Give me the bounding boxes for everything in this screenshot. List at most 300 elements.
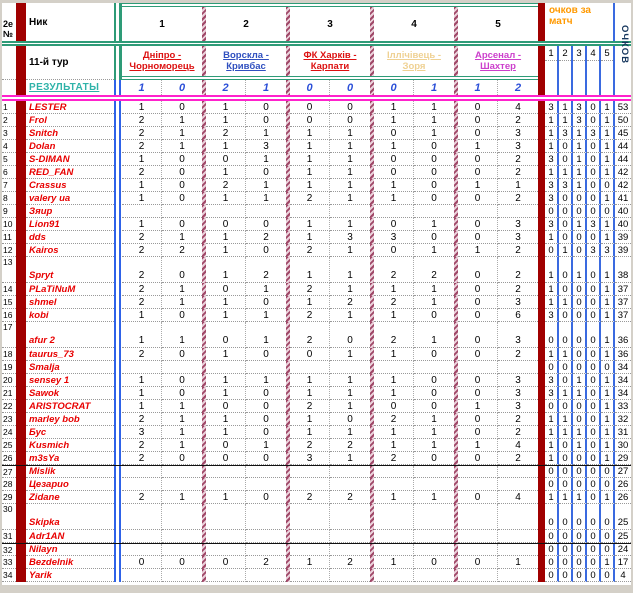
match-points-cell: 0 [559,374,573,387]
player-nick-cell [26,140,114,153]
prediction-league-table [2,3,631,585]
row-number: 20 [2,374,16,387]
total-points-cell: 44 [615,140,631,153]
prediction-cell: 2 [290,283,330,296]
player-row-7 [2,179,631,192]
prediction-cell: 1 [374,426,414,439]
mid-red-bar [538,491,545,504]
prediction-cell: 0 [458,192,498,205]
left-red-bar [16,426,26,439]
nick-column-header: Ник [29,16,48,28]
left-red-bar [16,322,26,348]
blue-vertical-line [114,413,122,426]
match-points-cell: 1 [545,439,559,452]
row-number: 19 [2,361,16,374]
prediction-cell [330,466,370,478]
prediction-cell: 1 [246,192,286,205]
prediction-cell [246,504,286,530]
match-points-cell: 1 [545,231,559,244]
player-nick-cell [26,166,114,179]
total-points-label-text: ОЧКОВ [619,24,631,64]
match-points-cell: 0 [587,504,601,530]
match-points-cell: 0 [587,426,601,439]
prediction-cell: 0 [458,452,498,465]
match-numbers-strip [122,3,538,41]
match-1-team-link[interactable]: Дніпро - Чорноморець [129,50,195,72]
prediction-cell [498,478,538,491]
match-points-cell: 0 [559,231,573,244]
row-number: 10 [2,218,16,231]
player-nickname: Adr1AN [29,530,65,542]
row-number: 29 [2,491,16,504]
prediction-cell: 2 [122,140,162,153]
result-cell: 1 [122,80,162,95]
player-row-11 [2,231,631,244]
blue-vertical-line [114,569,122,582]
prediction-cell: 0 [458,322,498,348]
prediction-cell: 0 [458,491,498,504]
blue-vertical-line [114,400,122,413]
prediction-cell [206,569,246,582]
player-row-34 [2,569,631,582]
player-nick-cell [26,452,114,465]
prediction-cell [122,205,162,218]
match-points-cell: 0 [587,413,601,426]
mid-red-bar [538,452,545,465]
player-nickname: taurus_73 [29,348,74,360]
row-number: 24 [2,426,16,439]
prediction-cell: 1 [122,322,162,348]
num-column-space [2,46,16,80]
green-vertical-line [114,46,122,80]
prediction-cell: 1 [374,192,414,205]
prediction-cell: 1 [206,244,246,257]
prediction-cell: 2 [414,257,454,283]
total-points-cell: 17 [615,556,631,569]
prediction-cell: 1 [206,257,246,283]
prediction-cell: 1 [458,140,498,153]
player-nick-cell [26,556,114,569]
match-points-cell: 0 [601,504,615,530]
prediction-cell: 0 [246,491,286,504]
team-names-strip [122,46,538,80]
player-nick-cell [26,257,114,283]
prediction-cell: 0 [290,101,330,114]
prediction-cell [374,361,414,374]
match-points-cell: 1 [545,348,559,361]
prediction-cell: 0 [162,374,202,387]
match-points-cell: 0 [559,556,573,569]
player-nickname: Цезарио [29,478,69,490]
total-points-cell: 34 [615,387,631,400]
prediction-cell: 2 [290,400,330,413]
prediction-cell: 0 [330,114,370,127]
total-points-cell: 26 [615,478,631,491]
match-points-cell: 1 [601,426,615,439]
match-4-number: 4 [411,18,417,30]
prediction-cell: 2 [330,296,370,309]
prediction-cell: 2 [498,413,538,426]
player-nickname: Snitch [29,127,59,139]
match-points-cell: 0 [559,192,573,205]
prediction-cell: 0 [162,179,202,192]
prediction-cell: 3 [498,387,538,400]
match-points-cell: 0 [601,466,615,478]
prediction-cell [414,544,454,556]
player-nickname: Mislik [29,466,56,477]
row-number: 11 [2,231,16,244]
points-col-space [573,80,587,95]
row-number: 7 [2,179,16,192]
prediction-cell [374,478,414,491]
corner-line1: 2е [3,19,14,29]
prediction-cell [206,205,246,218]
match-points-cell: 1 [601,439,615,452]
prediction-cell [414,569,454,582]
result-cell: 0 [290,80,330,95]
match-points-cell: 1 [545,296,559,309]
row-number: 16 [2,309,16,322]
result-cell: 0 [374,80,414,95]
match-2-team-link[interactable]: Ворскла - Кривбас [223,50,269,72]
prediction-cell: 0 [206,283,246,296]
prediction-cell [162,205,202,218]
prediction-cell: 0 [206,556,246,569]
prediction-cell [206,466,246,478]
match-points-cell: 1 [601,231,615,244]
prediction-cell: 0 [414,153,454,166]
points-col-space [559,80,573,95]
prediction-cell: 1 [162,491,202,504]
total-points-cell: 40 [615,218,631,231]
blue-vertical-line [114,387,122,400]
player-row-32 [2,543,631,556]
prediction-cell [246,361,286,374]
points-col-header-text: 3 [573,46,585,61]
prediction-cell [330,504,370,530]
match-points-cell: 1 [601,283,615,296]
left-red-bar [16,296,26,309]
total-points-cell: 39 [615,231,631,244]
player-row-21 [2,387,631,400]
match-points-cell: 0 [587,478,601,491]
prediction-cell: 1 [206,309,246,322]
blue-vertical-line [114,361,122,374]
green-vertical-line [114,3,122,41]
prediction-cell: 2 [122,231,162,244]
prediction-cell: 0 [458,231,498,244]
left-red-bar [16,569,26,582]
prediction-cell [330,205,370,218]
match-points-cell: 0 [559,322,573,348]
points-col-header-text: 4 [587,46,599,61]
player-nick-cell [26,205,114,218]
prediction-cell: 0 [458,101,498,114]
prediction-cell: 2 [498,452,538,465]
prediction-cell [246,478,286,491]
row-number: 14 [2,283,16,296]
prediction-cell: 1 [162,231,202,244]
result-cell: 1 [430,81,438,94]
prediction-cell [122,544,162,556]
match-points-cell: 0 [545,556,559,569]
row-number: 2 [2,114,16,127]
prediction-cell: 0 [458,166,498,179]
player-row-16 [2,309,631,322]
player-nick-cell [26,218,114,231]
prediction-cell [414,504,454,530]
prediction-cell: 1 [374,556,414,569]
results-values-strip [122,80,538,95]
player-nickname: sensey 1 [29,374,70,386]
row-number: 30 [2,504,16,530]
prediction-cell: 1 [206,491,246,504]
player-nickname: Frol [29,114,47,126]
match-points-cell: 0 [573,569,587,582]
match-points-cell: 1 [573,439,587,452]
player-nickname: ARISTOCRAT [29,400,91,412]
prediction-cell [162,478,202,491]
player-nickname: valery ua [29,192,71,204]
player-row-31 [2,530,631,543]
prediction-cell: 2 [290,244,330,257]
prediction-cell: 0 [206,400,246,413]
row-number: 23 [2,413,16,426]
total-points-label [617,8,631,80]
prediction-cell: 1 [122,101,162,114]
blue-vertical-line [114,179,122,192]
player-row-22 [2,400,631,413]
match-points-cell: 1 [545,166,559,179]
player-nick-cell [26,283,114,296]
player-nick-cell [26,231,114,244]
prediction-cell: 0 [206,322,246,348]
prediction-cell: 0 [162,101,202,114]
match-points-cell: 0 [573,283,587,296]
match-5-team-link[interactable]: Арсенал - Шахтер [474,50,522,72]
match-5-number: 5 [495,18,501,30]
total-points-cell: 53 [615,101,631,114]
blue-vertical-line [114,426,122,439]
player-row-17 [2,322,631,348]
match-points-cell: 1 [559,491,573,504]
left-red-bar [16,283,26,296]
match-points-cell: 0 [559,361,573,374]
prediction-cell [330,478,370,491]
prediction-cell: 1 [330,348,370,361]
left-red-bar [16,205,26,218]
prediction-cell: 1 [290,413,330,426]
left-red-bar [16,257,26,283]
total-points-cell: 33 [615,400,631,413]
blue-vertical-line [114,544,122,556]
match-points-cell: 1 [573,257,587,283]
match-4-team-link[interactable]: Іллічівець - Зоря [387,50,441,72]
prediction-cell [122,569,162,582]
prediction-cell: 1 [206,413,246,426]
player-nickname: Crassus [29,179,67,191]
blue-vertical-line [114,244,122,257]
result-cell: 1 [458,80,498,95]
player-row-29 [2,491,631,504]
row-number: 17 [2,322,16,348]
prediction-cell: 1 [290,127,330,140]
mid-red-bar [538,257,545,283]
row-number: 32 [2,544,16,556]
row-number: 8 [2,192,16,205]
prediction-cell: 1 [414,413,454,426]
prediction-cell [162,466,202,478]
prediction-cell: 0 [246,413,286,426]
player-nick-cell [26,361,114,374]
match-points-cell: 1 [573,140,587,153]
prediction-cell: 0 [162,348,202,361]
blue-vertical-line [114,166,122,179]
row-number: 21 [2,387,16,400]
prediction-cell [414,361,454,374]
match-points-cell: 0 [601,478,615,491]
match-points-cell: 0 [559,530,573,543]
match-points-cell: 0 [587,466,601,478]
player-nick-cell [26,400,114,413]
prediction-cell: 1 [290,166,330,179]
player-nickname: Skipka [29,517,60,528]
left-red-bar [16,504,26,530]
prediction-cell: 1 [206,296,246,309]
header-row-matches [2,3,631,41]
prediction-cell [246,530,286,543]
prediction-cell: 1 [330,166,370,179]
row-number: 13 [2,257,16,283]
prediction-cell: 2 [206,127,246,140]
player-nickname: afur 2 [29,335,55,346]
match-points-cell: 1 [601,140,615,153]
match-points-cell: 0 [587,530,601,543]
match-points-cell: 0 [573,556,587,569]
total-points-cell: 42 [615,179,631,192]
mid-red-bar [538,179,545,192]
match-points-cell: 0 [545,244,559,257]
prediction-cell [162,361,202,374]
match-points-cell: 1 [573,387,587,400]
row-number: 18 [2,348,16,361]
prediction-cell: 0 [206,153,246,166]
left-red-bar [16,530,26,543]
match-points-cell: 0 [573,244,587,257]
match-points-cell: 1 [601,452,615,465]
prediction-cell [246,466,286,478]
points-col-header [601,46,615,80]
match-points-cell: 0 [573,296,587,309]
total-column-space [615,80,631,95]
prediction-cell: 2 [374,322,414,348]
result-cell: 0 [346,81,354,94]
match-points-cell: 0 [545,205,559,218]
match-points-cell: 0 [587,101,601,114]
prediction-cell: 2 [246,231,286,244]
row-number: 34 [2,569,16,582]
match-3-team-link[interactable]: ФК Харків - Карпати [303,50,357,72]
prediction-cell [122,478,162,491]
prediction-cell [330,530,370,543]
match-points-cell: 0 [559,478,573,491]
match-points-cell: 0 [573,205,587,218]
blue-vertical-line [114,466,122,478]
prediction-cell: 0 [330,322,370,348]
player-nickname: Зяир [29,205,53,217]
prediction-cell [458,544,498,556]
prediction-cell [290,478,330,491]
mid-red-bar [538,478,545,491]
left-red-bar [16,218,26,231]
match-points-cell: 3 [559,179,573,192]
points-col-header [573,46,587,80]
prediction-cell: 2 [374,296,414,309]
total-points-cell: 32 [615,413,631,426]
player-nickname: Spryt [29,270,54,281]
player-row-18 [2,348,631,361]
prediction-cell: 3 [498,400,538,413]
prediction-cell: 0 [246,426,286,439]
prediction-cell: 2 [122,244,162,257]
player-row-19 [2,361,631,374]
prediction-cell: 0 [246,452,286,465]
prediction-cell: 1 [330,309,370,322]
points-col-space [587,80,601,95]
prediction-cell: 1 [290,374,330,387]
left-red-bar [16,114,26,127]
prediction-cell: 0 [458,218,498,231]
prediction-cell: 0 [246,218,286,231]
left-red-bar [16,309,26,322]
points-col-header [559,46,573,80]
prediction-cell: 0 [414,374,454,387]
prediction-cell: 1 [290,426,330,439]
match-points-cell: 0 [573,231,587,244]
prediction-cell: 1 [206,114,246,127]
prediction-cell: 2 [206,179,246,192]
match-points-cell: 1 [601,114,615,127]
prediction-cell [206,478,246,491]
match-points-cell: 0 [601,205,615,218]
prediction-cell: 0 [458,426,498,439]
prediction-cell: 0 [458,257,498,283]
prediction-cell: 0 [162,192,202,205]
row-number: 3 [2,127,16,140]
prediction-cell [330,569,370,582]
total-points-cell: 25 [615,530,631,543]
player-nickname: RED_FAN [29,166,74,178]
prediction-cell: 0 [414,452,454,465]
result-cell: 0 [178,81,186,94]
player-nickname: Lion91 [29,218,60,230]
prediction-cell [206,504,246,530]
prediction-cell: 1 [374,140,414,153]
match-points-cell: 0 [545,569,559,582]
match-points-cell: 0 [559,544,573,556]
match-points-cell: 0 [559,140,573,153]
prediction-cell: 1 [330,426,370,439]
row-number: 26 [2,452,16,465]
mid-red-bar [538,46,545,80]
mid-red-bar [538,231,545,244]
prediction-cell: 0 [246,244,286,257]
left-red-bar [16,452,26,465]
match-points-cell: 0 [601,530,615,543]
prediction-cell: 1 [330,452,370,465]
prediction-cell: 1 [330,374,370,387]
match-points-cell: 1 [601,322,615,348]
